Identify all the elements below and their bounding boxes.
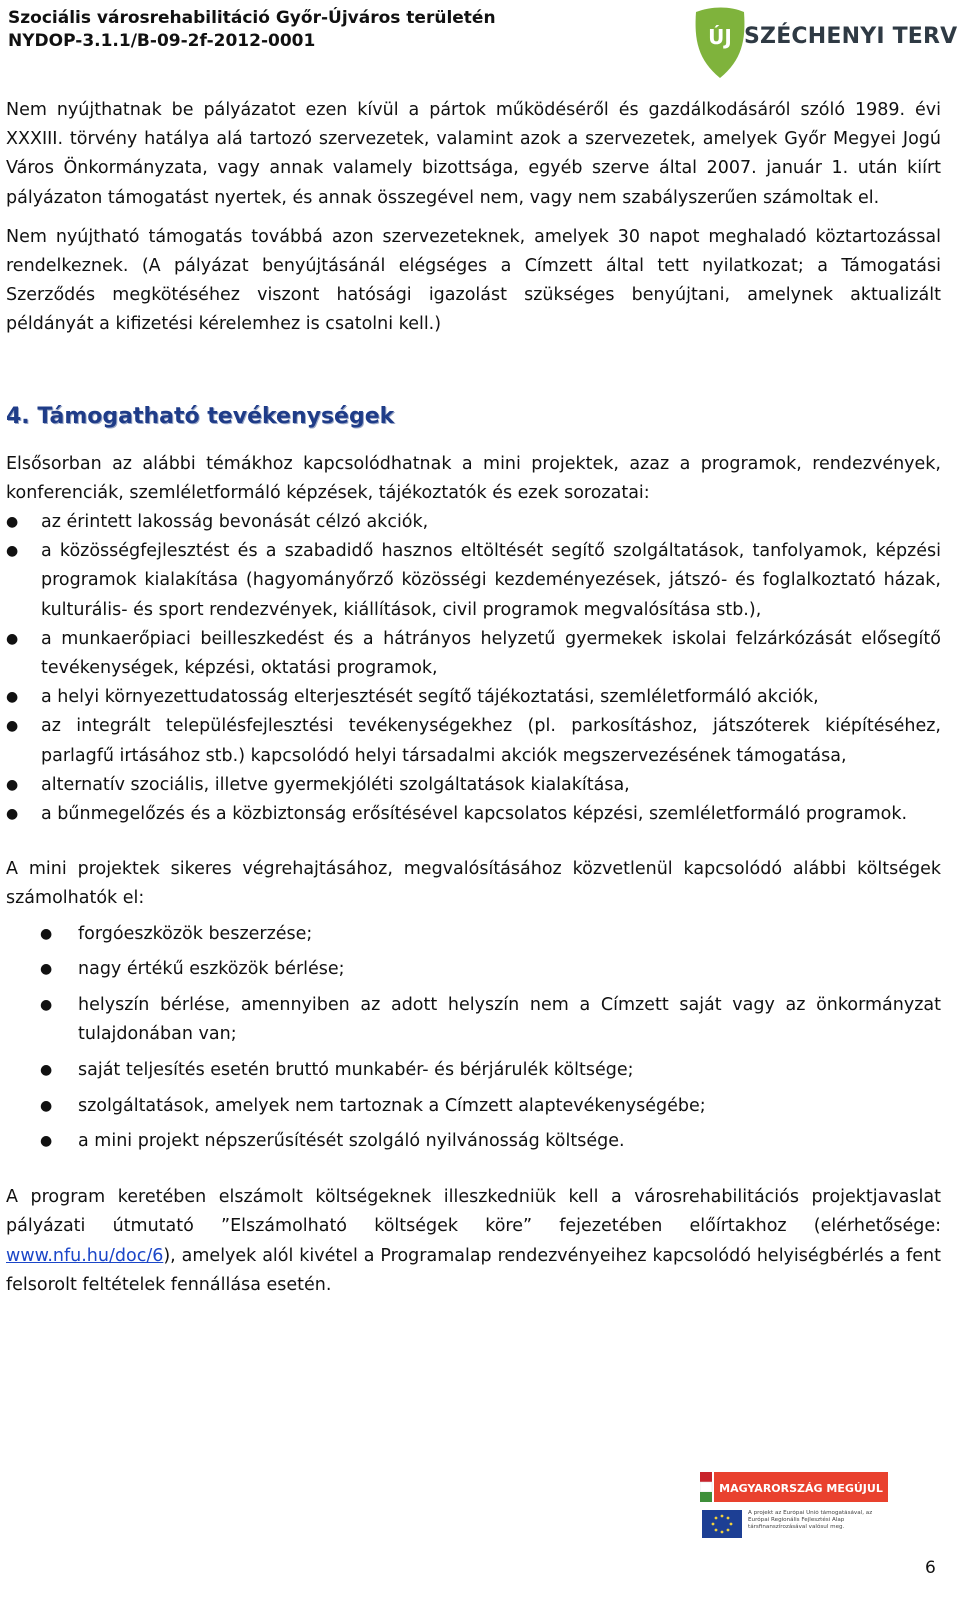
bullet-icon: ● — [6, 514, 19, 531]
bullet-icon: ● — [6, 689, 19, 706]
bullet-icon: ● — [6, 543, 19, 560]
paragraph-costs-intro: A mini projektek sikeres végrehajtásához, megvalósításához közvetlenül kapcsolódó alábbi költségek számolhatók el: — [6, 859, 941, 909]
logo-badge: ÚJ — [708, 25, 732, 49]
list-item: ● a helyi környezettudatosság elterjesztését segítő tájékoztatási, szemléletformáló akciók, — [6, 683, 941, 712]
bullet-icon: ● — [40, 997, 53, 1014]
list-item: ● az integrált településfejlesztési tevékenységekhez (pl. parkosításhoz, játszóterek kiépítéséhez, parlagfű irtásához stb.) kapcsolódó helyi társadalmi akciók megszervezésének támogatása, — [6, 712, 941, 770]
logo-text: SZÉCHENYI TERV — [744, 24, 958, 49]
page-header — [0, 0, 960, 84]
bullet-icon: ● — [40, 1133, 53, 1150]
bullet-icon: ● — [40, 1097, 53, 1114]
list-item: ● saját teljesítés esetén bruttó munkabér- és bérjárulék költsége; — [6, 1056, 941, 1085]
page-number: 6 — [925, 1558, 936, 1578]
list-item: ● szolgáltatások, amelyek nem tartoznak a Címzett alaptevékenységébe; — [6, 1092, 941, 1121]
bullet-icon: ● — [6, 806, 19, 823]
header-project-code: NYDOP-3.1.1/B-09-2f-2012-0001 — [8, 31, 316, 51]
bullet-icon: ● — [40, 925, 53, 942]
paragraph-cost-rules: A program keretében elszámolt költségeknek illeszkedniük kell a városrehabilitációs projektjavaslat pályázati útmutató ”Elszámolható költségek köre” fejezetében előírtakhoz (elérhetősége: www.nfu.hu/doc/6), amelyek alól kivétel a Programalap rendezvényeihez kapcsolódó helyiségbérlés a fent felsorolt feltételek fennállása esetén. — [6, 1187, 941, 1295]
document-body — [6, 96, 941, 1300]
paragraph-eligibility: Nem nyújthatnak be pályázatot ezen kívül a pártok működéséről és gazdálkodásáról szóló 1989. évi XXXIII. törvény hatálya alá tartozó szervezetek, valamint azok a szervezetek, amelyek Győr Megyei Jogú Város Önkormányzata, vagy annak valamely bizottsága, egyéb szerve által 2007. január 1. után kiírt pályázaton támogatást nyertek, és annak összegével nem, vagy nem szabályszerűen számoltak el. — [6, 100, 941, 208]
bullet-icon: ● — [40, 961, 53, 978]
footer-logo-title: MAGYARORSZÁG MEGÚJUL — [719, 1482, 883, 1495]
footer-logo-caption: A projekt az Európai Unió támogatásával, az Európai Regionális Fejlesztési Alap társfinanszírozásával valósul meg. — [748, 1510, 873, 1530]
list-item: ● alternatív szociális, illetve gyermekjóléti szolgáltatások kialakítása, — [6, 771, 941, 800]
list-item: ● a közösségfejlesztést és a szabadidő hasznos eltöltését segítő szolgáltatások, tanfolyamok, képzési programok kialakítása (hagyományőrző közösségi kezdeményezések, játszó- és foglalkoztató házak, kulturális- és sport rendezvények, kiállítások, civil programok megvalósítása stb.), — [6, 537, 941, 625]
nfu-doc-link[interactable]: www.nfu.hu/doc/6 — [6, 1245, 164, 1266]
section-heading: 4. Támogatható tevékenységek — [6, 403, 395, 429]
header-title: Szociális városrehabilitáció Győr-Újváros területén — [8, 8, 496, 28]
list-item: ● forgóeszközök beszerzése; — [6, 920, 941, 949]
paragraph-debt: Nem nyújtható támogatás továbbá azon szervezeteknek, amelyek 30 napot meghaladó köztartozással rendelkeznek. (A pályázat benyújtásánál elégséges a Címzett által tett nyilatkozat; a Támogatási Szerződés megkötéséhez viszont hatósági igazolást szükséges benyújtani, amelynek aktualizált példányát a kifizetési kérelemhez is csatolni kell.) — [6, 226, 941, 335]
bullet-icon: ● — [6, 630, 19, 647]
list-item: ● a munkaerőpiaci beilleszkedést és a hátrányos helyzetű gyermekek iskolai felzárkózását elősegítő tevékenységek, képzési, oktatási programok, — [6, 625, 941, 683]
bullet-icon: ● — [40, 1061, 53, 1078]
list-item: ● a bűnmegelőzés és a közbiztonság erősítésével kapcsolatos képzési, szemléletformáló programok. — [6, 800, 941, 829]
list-item: ● az érintett lakosság bevonását célzó akciók, — [6, 508, 941, 537]
list-item: ● helyszín bérlése, amennyiben az adott helyszín nem a Címzett saját vagy az önkormányzat tulajdonában van; — [6, 991, 941, 1049]
list-item: ● a mini projekt népszerűsítését szolgáló nyilvánosság költsége. — [6, 1127, 941, 1156]
magyarorszag-megujul-logo — [700, 1470, 888, 1550]
list-item: ● nagy értékű eszközök bérlése; — [6, 955, 941, 984]
paragraph-topics-intro: Elsősorban az alábbi témákhoz kapcsolódhatnak a mini projektek, azaz a programok, rendezvények, konferenciák, szemléletformáló képzések, tájékoztatók és ezek sorozatai: — [6, 453, 941, 503]
bullet-icon: ● — [6, 776, 19, 793]
costs-list — [6, 920, 941, 1157]
szechenyi-terv-logo — [690, 4, 958, 82]
bullet-icon: ● — [6, 718, 19, 735]
activities-list — [6, 508, 941, 829]
szechenyi-leaf-icon — [690, 4, 750, 82]
